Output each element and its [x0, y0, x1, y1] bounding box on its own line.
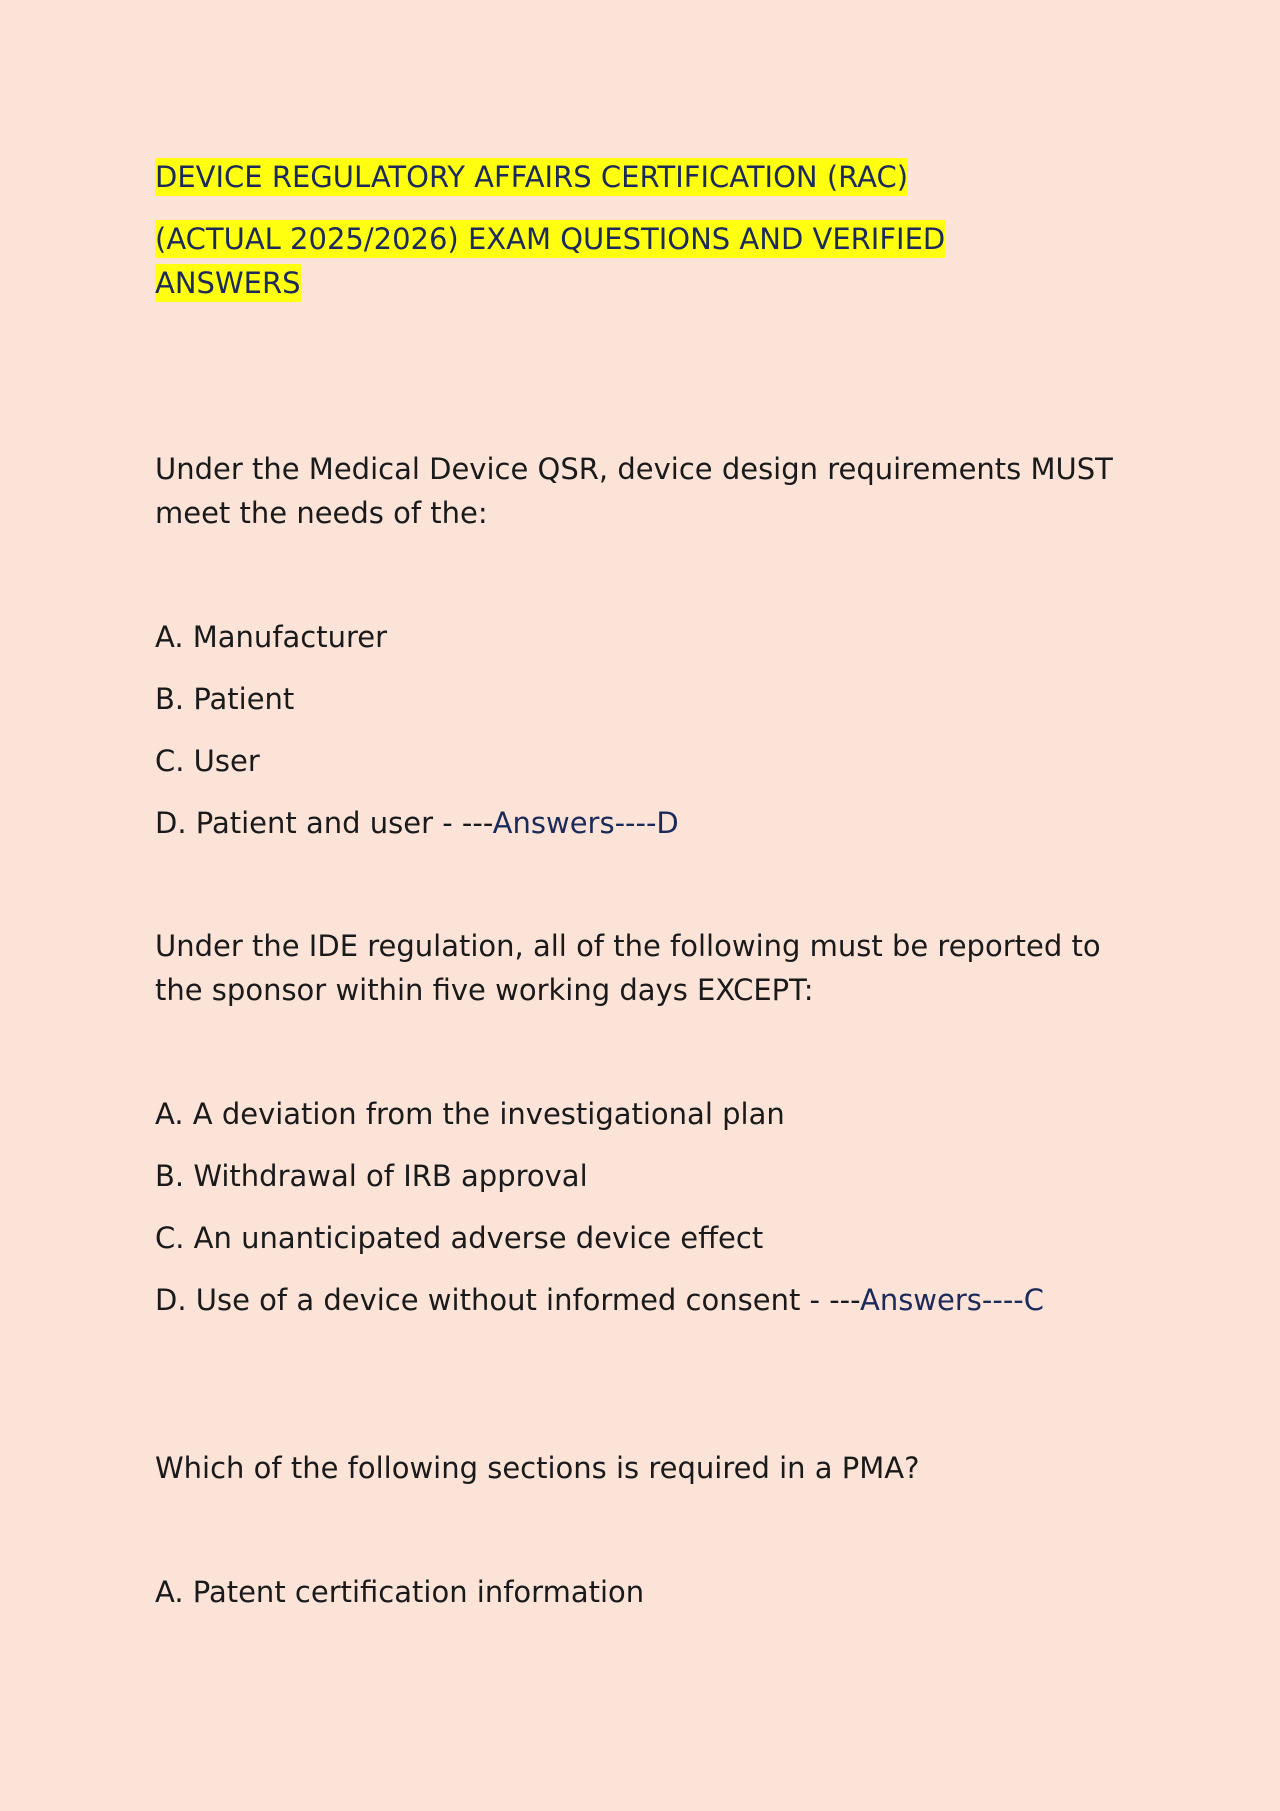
question-1-option-d-text: D. Patient and user - --- — [155, 806, 493, 840]
title-line-2: (ACTUAL 2025/2026) EXAM QUESTIONS AND VERIFIED — [155, 222, 946, 256]
question-1-option-c: C. User — [155, 744, 260, 778]
document-subtitle — [155, 217, 1145, 305]
question-1-option-b: B. Patient — [155, 682, 295, 716]
question-1-answer: Answers----D — [492, 806, 679, 840]
title-line-3: ANSWERS — [155, 266, 301, 300]
question-1-prompt: Under the Medical Device QSR, device design requirements MUST meet the needs of the: — [155, 452, 1113, 530]
document-title — [155, 155, 1145, 199]
question-1-option-a: A. Manufacturer — [155, 620, 388, 654]
question-3-option-a: A. Patent certification information — [155, 1575, 645, 1609]
title-line-1: DEVICE REGULATORY AFFAIRS CERTIFICATION (RAC) — [155, 160, 909, 194]
question-2-option-b: B. Withdrawal of IRB approval — [155, 1159, 588, 1193]
question-2-option-d-text: D. Use of a device without informed consent - --- — [155, 1283, 860, 1317]
question-2-option-a: A. A deviation from the investigational plan — [155, 1097, 785, 1131]
question-2-answer: Answers----C — [859, 1283, 1045, 1317]
question-1-option-d — [155, 801, 1145, 845]
question-2-prompt: Under the IDE regulation, all of the following must be reported to the sponsor within five working days EXCEPT: — [155, 929, 1101, 1007]
question-3-prompt: Which of the following sections is required in a PMA? — [155, 1451, 920, 1485]
question-2-option-d — [155, 1278, 1145, 1322]
question-2-option-c: C. An unanticipated adverse device effect — [155, 1221, 764, 1255]
